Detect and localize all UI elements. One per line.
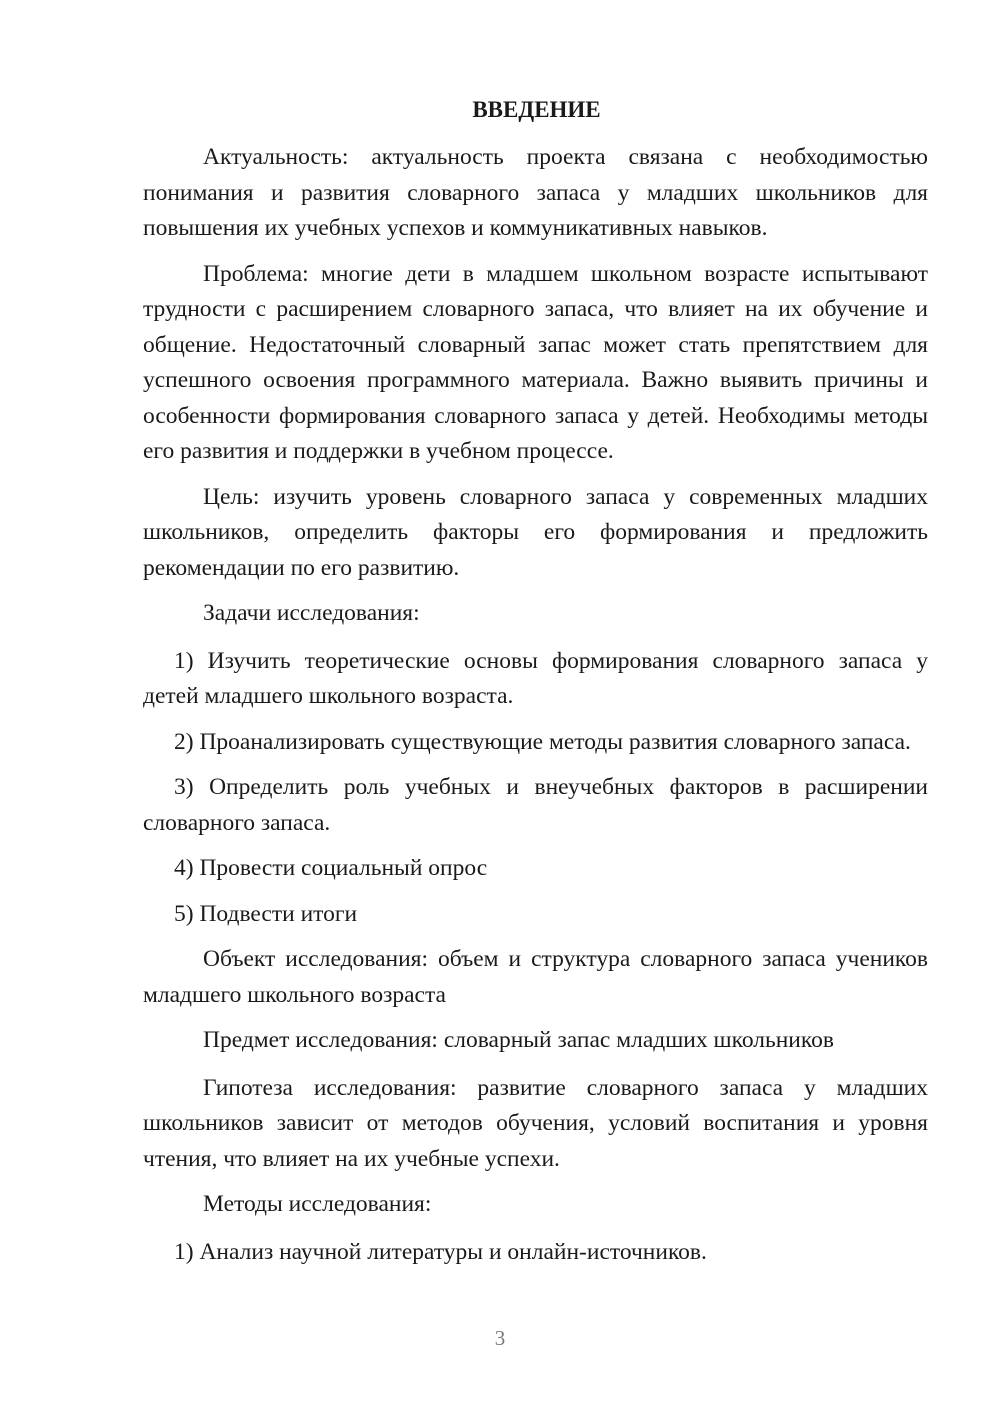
subject-paragraph: Предмет исследования: словарный запас младших школьников: [203, 1027, 834, 1053]
goal-paragraph: Цель: изучить уровень словарного запаса у современных младших школьников, определить факторы его формирования и предложить рекомендации по его развитию.: [143, 483, 928, 581]
tasks-heading: Задачи исследования:: [203, 600, 420, 626]
object-paragraph: Объект исследования: объем и структура словарного запаса учеников младшего школьного возраста: [143, 946, 928, 1008]
task-item-5: 5) Подвести итоги: [174, 900, 358, 927]
task-item-4: 4) Провести социальный опрос: [174, 855, 488, 881]
method-item-1: 1) Анализ научной литературы и онлайн-источников.: [174, 1238, 707, 1265]
relevance-paragraph: Актуальность: актуальность проекта связана с необходимостью понимания и развития словарного запаса у младших школьников для повышения их учебных успехов и коммуникативных навыков.: [143, 144, 928, 241]
methods-heading: Методы исследования:: [203, 1191, 432, 1217]
document-page: [143, 92, 928, 1280]
task-item-1: 1) Изучить теоретические основы формирования словарного запаса у детей младшего школьного возраста.: [143, 647, 928, 709]
page-number: 3: [494, 1326, 506, 1350]
section-title: ВВЕДЕНИЕ: [472, 97, 601, 122]
hypothesis-paragraph: Гипотеза исследования: развитие словарного запаса у младших школьников зависит от методов обучения, условий воспитания и уровня чтения, что влияет на их учебные успехи.: [143, 1074, 928, 1172]
task-item-2: 2) Проанализировать существующие методы развития словарного запаса.: [174, 728, 911, 755]
task-item-3: 3) Определить роль учебных и внеучебных факторов в расширении словарного запаса.: [143, 774, 928, 836]
problem-paragraph: Проблема: многие дети в младшем школьном возрасте испытывают трудности с расширением словарного запаса, что влияет на их обучение и общение. Недостаточный словарный запас может стать препятствием для успешного освоения программного материала. Важно выявить причины и особенности формирования словарного запаса у детей. Необходимы методы его развития и поддержки в учебном процессе.: [143, 260, 928, 464]
